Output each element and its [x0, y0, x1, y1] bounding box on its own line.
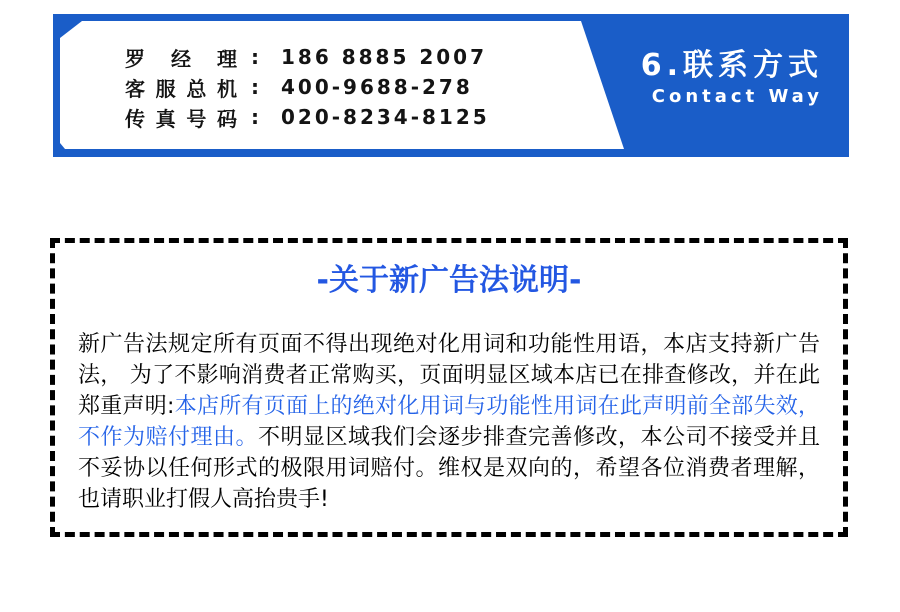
notice-title: -关于新广告法说明- [316, 263, 582, 298]
contact-row-fax [125, 102, 490, 132]
contact-label: 客服总机 [125, 76, 237, 101]
section-title: 6.联系方式 [640, 48, 823, 83]
contact-label: 传真号码 [125, 106, 237, 131]
ad-law-notice-box [50, 238, 848, 537]
notice-paragraph [78, 329, 820, 515]
notice-text-black-1: 新广告法规定所有页面不得出现绝对化用词和功能性用语，本店支持新广告法， 为了不影响消费者正常购买，页面明显区域本店已在排查修改，并在此郑重声明: [78, 332, 820, 419]
notice-text-blue: 本店所有页面上的绝对化用词与功能性用词在此声明前全部失效，不作为赔付理由。 [78, 394, 820, 450]
contact-colon: : [251, 45, 259, 69]
contact-colon: : [251, 75, 259, 99]
fax-number: 020-8234-8125 [281, 105, 490, 129]
contact-colon: : [251, 105, 259, 129]
contact-banner [53, 14, 849, 157]
contact-list [125, 42, 490, 132]
manager-phone-number: 186 8885 2007 [281, 45, 488, 69]
contact-row-service-hotline [125, 72, 490, 102]
notice-text-black-2: 不明显区域我们会逐步排查完善修改，本公司不接受并且不妥协以任何形式的极限用词赔付。维权是双向的，希望各位消费者理解，也请职业打假人高抬贵手! [78, 425, 820, 512]
section-subtitle: Contact Way [651, 86, 823, 107]
section-heading [641, 48, 823, 108]
service-hotline-number: 400-9688-278 [281, 75, 473, 99]
contact-label: 罗经理 [125, 46, 237, 71]
contact-row-manager [125, 42, 490, 72]
